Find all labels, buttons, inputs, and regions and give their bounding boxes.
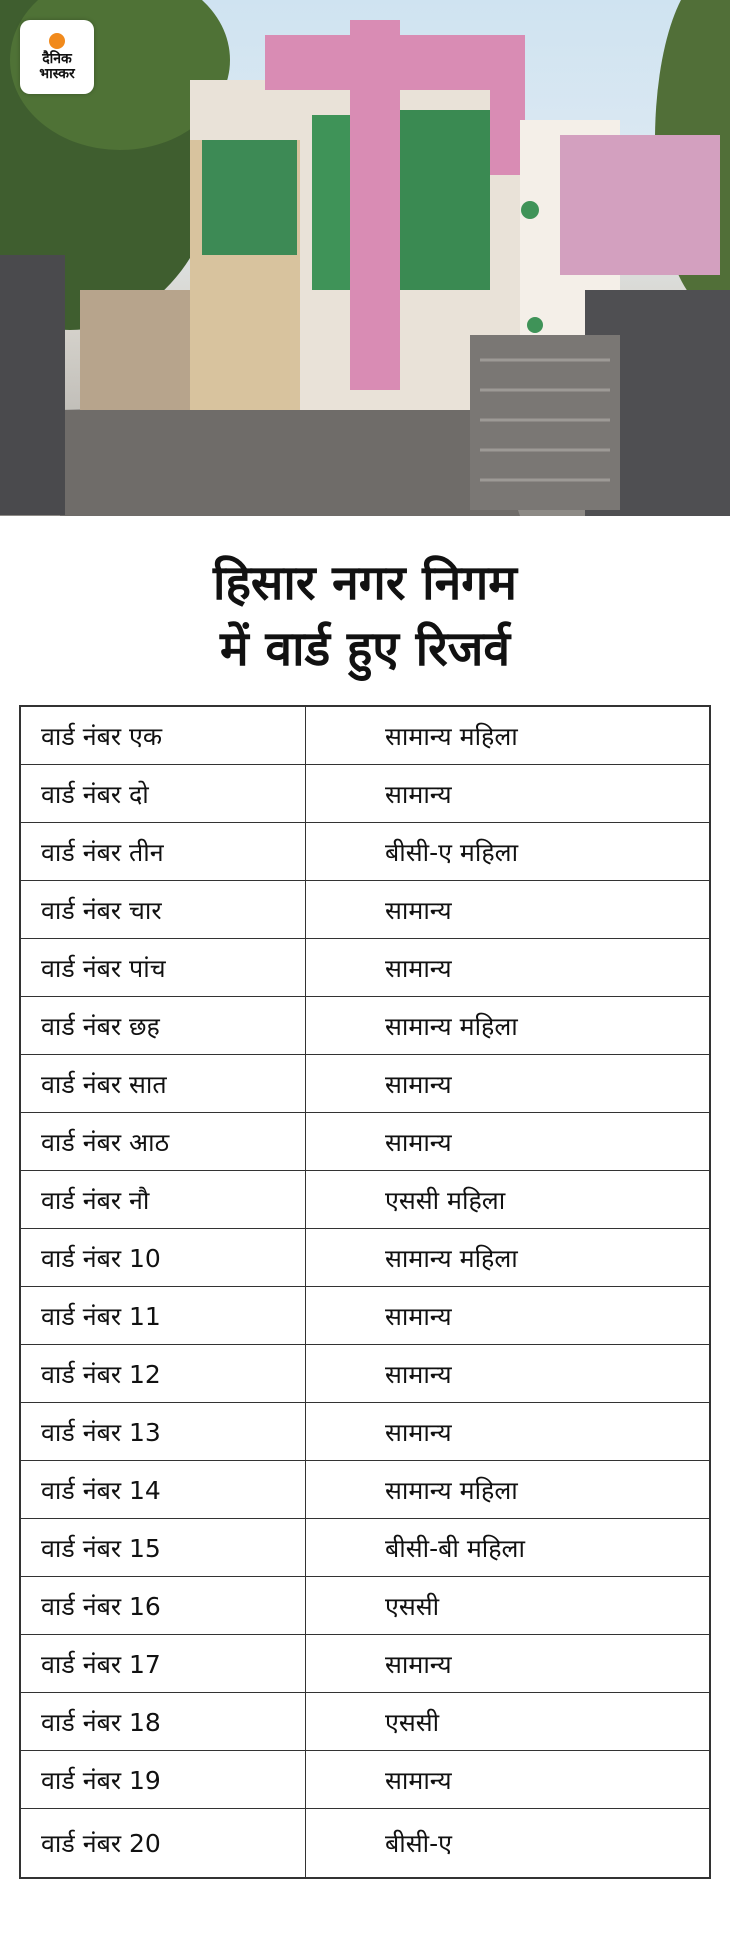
reservation-category-cell: सामान्य — [306, 1055, 711, 1113]
logo-text-line1: दैनिक — [42, 50, 72, 67]
ward-number-cell: वार्ड नंबर 19 — [20, 1751, 306, 1809]
title-line-1: हिसार नगर निगम — [213, 555, 517, 611]
reservation-category-cell: सामान्य — [306, 1345, 711, 1403]
ward-number-cell: वार्ड नंबर 14 — [20, 1461, 306, 1519]
ward-number-cell: वार्ड नंबर चार — [20, 881, 306, 939]
table-row — [20, 1345, 710, 1403]
reservation-category-cell: सामान्य — [306, 1113, 711, 1171]
reservation-category-cell: सामान्य महिला — [306, 1229, 711, 1287]
reservation-category-cell: एससी महिला — [306, 1171, 711, 1229]
table-row — [20, 1809, 710, 1879]
ward-number-cell: वार्ड नंबर 15 — [20, 1519, 306, 1577]
ward-number-cell: वार्ड नंबर 16 — [20, 1577, 306, 1635]
reservation-category-cell: बीसी-ए महिला — [306, 823, 711, 881]
ward-number-cell: वार्ड नंबर सात — [20, 1055, 306, 1113]
ward-number-cell: वार्ड नंबर एक — [20, 706, 306, 765]
reservation-category-cell: सामान्य — [306, 765, 711, 823]
reservation-category-cell: सामान्य — [306, 939, 711, 997]
ward-number-cell: वार्ड नंबर आठ — [20, 1113, 306, 1171]
ward-number-cell: वार्ड नंबर दो — [20, 765, 306, 823]
table-row — [20, 1113, 710, 1171]
reservation-category-cell: बीसी-ए — [385, 1829, 452, 1858]
ward-number-cell: वार्ड नंबर 12 — [20, 1345, 306, 1403]
title-line-2: में वार्ड हुए रिजर्व — [219, 621, 511, 677]
table-row — [20, 1461, 710, 1519]
table-row — [20, 706, 710, 765]
logo-sun-icon — [49, 33, 65, 49]
ward-number-cell: वार्ड नंबर छह — [20, 997, 306, 1055]
table-row — [20, 1693, 710, 1751]
reservation-category-cell: सामान्य — [306, 1635, 711, 1693]
ward-number-cell: वार्ड नंबर 17 — [20, 1635, 306, 1693]
table-row — [20, 1055, 710, 1113]
table-row — [20, 1403, 710, 1461]
page-title — [0, 516, 730, 716]
table-row — [20, 881, 710, 939]
municipal-building-photo — [0, 0, 730, 516]
ward-number-cell: वार्ड नंबर 10 — [20, 1229, 306, 1287]
reservation-category-cell: एससी — [306, 1693, 711, 1751]
reservation-category-cell: सामान्य महिला — [306, 1461, 711, 1519]
table-row — [20, 1171, 710, 1229]
table-row — [20, 823, 710, 881]
reservation-category-cell: सामान्य महिला — [306, 997, 711, 1055]
table-row — [20, 1751, 710, 1809]
ward-number-cell: वार्ड नंबर 20 — [20, 1809, 306, 1879]
table-row — [20, 1635, 710, 1693]
reservation-category-cell: सामान्य — [306, 1403, 711, 1461]
table-row — [20, 1519, 710, 1577]
table-row — [20, 1577, 710, 1635]
reservation-category-cell: सामान्य महिला — [306, 706, 711, 765]
reservation-category-cell: सामान्य — [306, 881, 711, 939]
reservation-category-cell: सामान्य — [306, 1751, 711, 1809]
ward-reservation-table — [19, 705, 711, 1879]
dainik-bhaskar-logo — [20, 20, 94, 94]
ward-number-cell: वार्ड नंबर पांच — [20, 939, 306, 997]
table-row — [20, 1229, 710, 1287]
table-row — [20, 1287, 710, 1345]
ward-number-cell: वार्ड नंबर 13 — [20, 1403, 306, 1461]
ward-number-cell: वार्ड नंबर तीन — [20, 823, 306, 881]
ward-number-cell: वार्ड नंबर 18 — [20, 1693, 306, 1751]
table-row — [20, 997, 710, 1055]
logo-text-line2: भास्कर — [39, 65, 75, 82]
table-row — [20, 939, 710, 997]
reservation-category-cell: एससी — [306, 1577, 711, 1635]
ward-number-cell: वार्ड नंबर 11 — [20, 1287, 306, 1345]
table-row — [20, 765, 710, 823]
reservation-category-cell: बीसी-बी महिला — [306, 1519, 711, 1577]
ward-number-cell: वार्ड नंबर नौ — [20, 1171, 306, 1229]
header-photo — [0, 0, 730, 516]
reservation-category-cell: सामान्य — [306, 1287, 711, 1345]
